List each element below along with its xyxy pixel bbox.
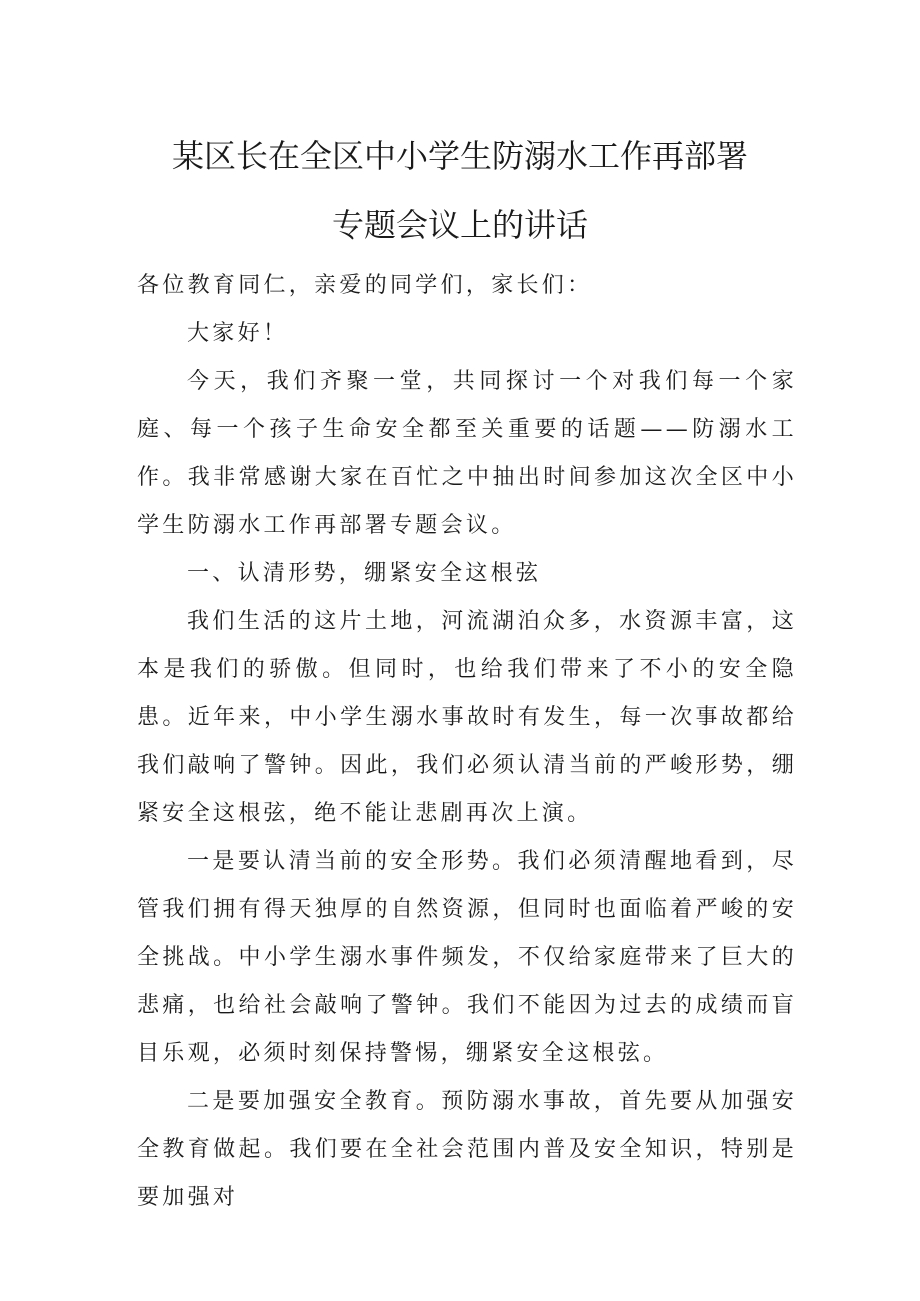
salutation: 各位教育同仁，亲爱的同学们，家长们： <box>137 273 593 298</box>
document-body <box>137 262 797 1222</box>
paragraph-situation: 我们生活的这片土地，河流湖泊众多，水资源丰富，这本是我们的骄傲。但同时，也给我们带来了不小的安全隐患。近年来，中小学生溺水事故时有发生，每一次事故都给我们敲响了警钟。因此，我们必须认清当前的严峻形势，绷紧安全这根弦，绝不能让悲剧再次上演。 <box>137 609 797 826</box>
section-heading-1: 一、认清形势，绷紧安全这根弦 <box>187 561 542 586</box>
document-title-line-2: 专题会议上的讲话 <box>331 206 588 244</box>
document-title-line-1: 某区长在全区中小学生防溺水工作再部署 <box>171 137 748 175</box>
paragraph-intro: 今天，我们齐聚一堂，共同探讨一个对我们每一个家庭、每一个孩子生命安全都至关重要的话题——防溺水工作。我非常感谢大家在百忙之中抽出时间参加这次全区中小学生防溺水工作再部署专题会议。 <box>137 369 797 538</box>
greeting: 大家好！ <box>187 321 289 346</box>
paragraph-point-1: 一是要认清当前的安全形势。我们必须清醒地看到，尽管我们拥有得天独厚的自然资源，但同时也面临着严峻的安全挑战。中小学生溺水事件频发，不仅给家庭带来了巨大的悲痛，也给社会敲响了警钟。我们不能因为过去的成绩而盲目乐观，必须时刻保持警惕，绷紧安全这根弦。 <box>137 849 797 1066</box>
paragraph-point-2: 二是要加强安全教育。预防溺水事故，首先要从加强安全教育做起。我们要在全社会范围内普及安全知识，特别是要加强对 <box>137 1089 797 1210</box>
